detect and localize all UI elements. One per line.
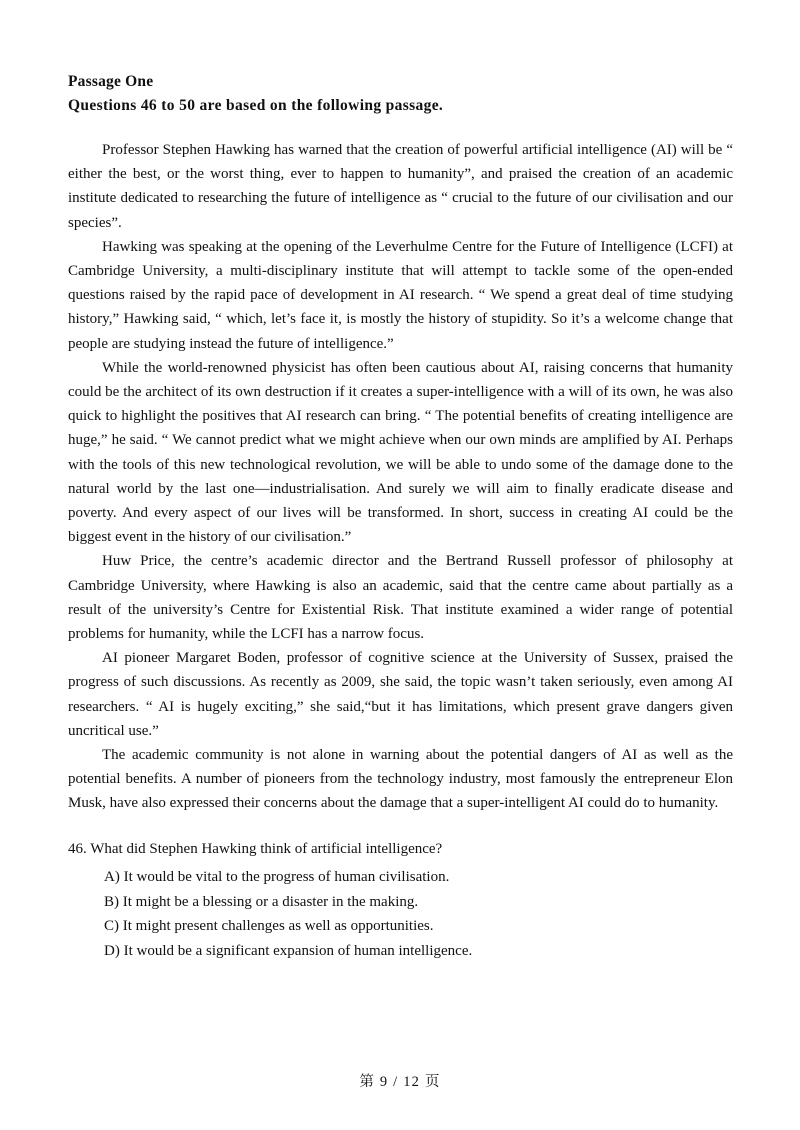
option-d[interactable]: D) It would be a significant expansion of human intelligence. xyxy=(104,942,473,959)
passage-paragraph: Professor Stephen Hawking has warned that the creation of powerful artificial intelligence (AI) will be “ either the best, or the worst thing, ever to happen to humanity”, and praised the creation of an academic institute dedicated to researching the future of intelligence as “ crucial to the future of our civilisation and our species”. xyxy=(68,142,733,231)
option-a[interactable]: A) It would be vital to the progress of human civilisation. xyxy=(104,869,450,886)
passage-paragraph: Huw Price, the centre’s academic director and the Bertrand Russell professor of philosophy at Cambridge University, where Hawking is also an academic, said that the centre came about partially as a result of the university’s Centre for Existential Risk. That institute examined a wider range of potential problems for humanity, while the LCFI has a narrow focus. xyxy=(68,553,733,643)
question-options-46 xyxy=(68,865,733,963)
page-number-footer: 第 9 / 12 页 xyxy=(359,1074,441,1090)
passage-paragraph: Hawking was speaking at the opening of the Leverhulme Centre for the Future of Intelligence (LCFI) at Cambridge University, a multi-disciplinary institute that will attempt to tackle some of the open-ended questions raised by the rapid pace of development in AI research. “ We spend a great deal of time studying history,” Hawking said, “ which, let’s face it, is mostly the history of stupidity. So it’s a welcome change that people are studying instead the future of intelligence.” xyxy=(68,238,733,352)
passage-label: Passage One xyxy=(68,73,154,90)
page-content xyxy=(68,70,733,963)
passage-paragraph: AI pioneer Margaret Boden, professor of cognitive science at the University of Sussex, praised the progress of such discussions. As recently as 2009, she said, the topic wasn’t taken seriously, even among AI researchers. “ AI is hugely exciting,” she said,“but it has limitations, which present grave dangers given uncritical use.” xyxy=(68,650,733,739)
passage-paragraph: The academic community is not alone in warning about the potential dangers of AI as well as the potential benefits. A number of pioneers from the technology industry, most famously the entrepreneur Elon Musk, have also expressed their concerns about the damage that a super-intelligent AI could do to humanity. xyxy=(68,747,733,812)
passage-paragraph: While the world-renowned physicist has often been cautious about AI, raising concerns that humanity could be the architect of its own destruction if it creates a super-intelligence with a will of its own, he was also quick to highlight the positives that AI research can bring. “ The potential benefits of creating intelligence are huge,” he said. “ We cannot predict what we might achieve when our own minds are amplified by AI. Perhaps with the tools of this new technological revolution, we will be able to undo some of the damage done to the natural world by the last one—industrialisation. And surely we will aim to finally eradicate disease and poverty. And every aspect of our lives will be transformed. In short, success in creating AI could be the biggest event in the history of our civilisation.” xyxy=(68,359,733,546)
questions-section xyxy=(68,838,733,964)
passage-body xyxy=(68,138,733,816)
questions-instruction: Questions 46 to 50 are based on the following passage. xyxy=(68,97,444,114)
question-stem-46: 46. What did Stephen Hawking think of artificial intelligence? xyxy=(68,840,443,857)
option-c[interactable]: C) It might present challenges as well as opportunities. xyxy=(104,918,434,935)
option-b[interactable]: B) It might be a blessing or a disaster in the making. xyxy=(104,893,419,910)
